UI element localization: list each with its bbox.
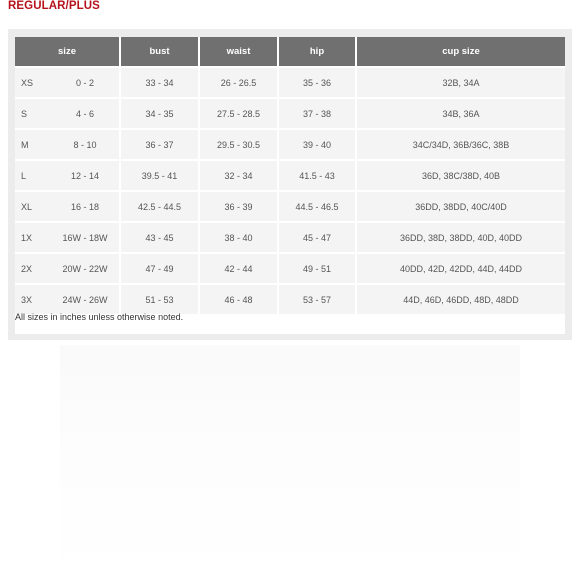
bust-cell: 36 - 37	[120, 129, 199, 160]
size-number: 8 - 10	[73, 139, 97, 150]
size-label: 2X	[21, 263, 33, 274]
bust-cell: 43 - 45	[120, 222, 199, 253]
size-cell	[15, 253, 120, 284]
hip-cell: 41.5 - 43	[278, 160, 356, 191]
cup-size-cell: 36D, 38C/38D, 40B	[356, 160, 565, 191]
waist-cell: 27.5 - 28.5	[199, 98, 278, 129]
header-bust: bust	[120, 37, 199, 67]
table-row	[15, 67, 565, 98]
size-chart-panel	[8, 29, 572, 340]
bust-cell: 47 - 49	[120, 253, 199, 284]
waist-cell: 46 - 48	[199, 284, 278, 314]
waist-cell: 29.5 - 30.5	[199, 129, 278, 160]
size-cell	[15, 284, 120, 314]
table-row	[15, 222, 565, 253]
size-label: XS	[21, 77, 34, 88]
size-cell	[15, 160, 120, 191]
faded-background-image	[60, 345, 520, 580]
cup-size-cell: 36DD, 38D, 38DD, 40D, 40DD	[356, 222, 565, 253]
cup-size-cell: 44D, 46D, 46DD, 48D, 48DD	[356, 284, 565, 314]
hip-cell: 45 - 47	[278, 222, 356, 253]
units-note: All sizes in inches unless otherwise noted.	[15, 312, 184, 322]
size-label: L	[21, 170, 27, 181]
table-row	[15, 191, 565, 222]
size-label: 1X	[21, 232, 33, 243]
header-size: size	[15, 37, 120, 67]
size-number: 16 - 18	[70, 201, 100, 212]
size-cell	[15, 129, 120, 160]
size-cell	[15, 222, 120, 253]
size-number: 20W - 22W	[62, 263, 108, 274]
waist-cell: 32 - 34	[199, 160, 278, 191]
bust-cell: 33 - 34	[120, 67, 199, 98]
cup-size-cell: 40DD, 42D, 42DD, 44D, 44DD	[356, 253, 565, 284]
table-row	[15, 160, 565, 191]
size-label: M	[21, 139, 29, 150]
waist-cell: 36 - 39	[199, 191, 278, 222]
size-label: 3X	[21, 294, 33, 305]
size-number: 4 - 6	[75, 108, 94, 119]
cup-size-cell: 34C/34D, 36B/36C, 38B	[356, 129, 565, 160]
cup-size-cell: 36DD, 38DD, 40C/40D	[356, 191, 565, 222]
hip-cell: 49 - 51	[278, 253, 356, 284]
hip-cell: 53 - 57	[278, 284, 356, 314]
section-title: REGULAR/PLUS	[8, 0, 100, 12]
size-chart-table	[15, 37, 565, 314]
table-row	[15, 129, 565, 160]
waist-cell: 38 - 40	[199, 222, 278, 253]
bust-cell: 42.5 - 44.5	[120, 191, 199, 222]
bust-cell: 34 - 35	[120, 98, 199, 129]
size-label: S	[21, 108, 28, 119]
bust-cell: 51 - 53	[120, 284, 199, 314]
size-cell	[15, 67, 120, 98]
waist-cell: 42 - 44	[199, 253, 278, 284]
hip-cell: 39 - 40	[278, 129, 356, 160]
size-number: 16W - 18W	[62, 232, 108, 243]
cup-size-cell: 34B, 36A	[356, 98, 565, 129]
cup-size-cell: 32B, 34A	[356, 67, 565, 98]
size-number: 0 - 2	[75, 77, 94, 88]
size-cell	[15, 98, 120, 129]
size-cell	[15, 191, 120, 222]
header-cup-size: cup size	[356, 37, 565, 67]
waist-cell: 26 - 26.5	[199, 67, 278, 98]
bust-cell: 39.5 - 41	[120, 160, 199, 191]
size-number: 24W - 26W	[62, 294, 108, 305]
hip-cell: 35 - 36	[278, 67, 356, 98]
hip-cell: 37 - 38	[278, 98, 356, 129]
header-waist: waist	[199, 37, 278, 67]
header-hip: hip	[278, 37, 356, 67]
table-row	[15, 98, 565, 129]
table-row	[15, 253, 565, 284]
table-row	[15, 284, 565, 314]
size-number: 12 - 14	[70, 170, 100, 181]
size-chart-card	[15, 37, 565, 334]
hip-cell: 44.5 - 46.5	[278, 191, 356, 222]
size-label: XL	[21, 201, 33, 212]
table-header-row	[15, 37, 565, 67]
